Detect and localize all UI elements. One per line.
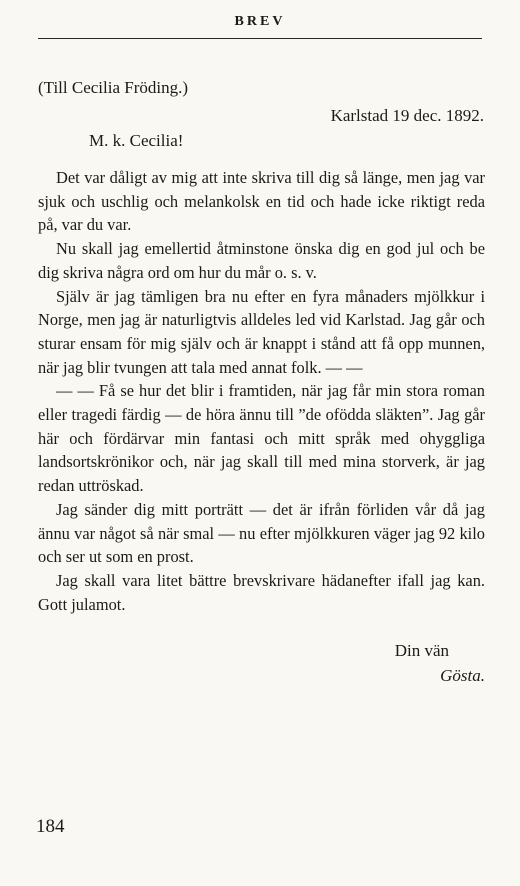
page-number: 184 [36,816,65,837]
addressee-line: (Till Cecilia Fröding.) [38,78,189,97]
letter-body [38,166,485,616]
paragraph: Jag sänder dig mitt porträtt — det är ifrån förliden vår då jag ännu var något så när smal — nu efter mjölkkuren väger jag 92 kilo och ser ut som en prost. [38,499,485,567]
paragraph: Det var dåligt av mig att inte skriva till dig så länge, men jag var sjuk och uschlig och melankolsk en tid och hade icke riktigt reda på, var du var. [38,168,485,235]
header-rule [38,38,482,39]
paragraph: Jag skall vara litet bättre brevskrivare hädanefter ifall jag kan. Gott julamot. [38,570,485,614]
paragraph: Själv är jag tämligen bra nu efter en fyra månaders mjölkkur i Norge, men jag är naturligtvis alldeles led vid Karlstad. Jag går och sturar ensam för mig själv och är knappt i stånd att få opp munnen, när jag blir tvungen att tala med annat folk. — — [38,286,485,377]
paragraph: Nu skall jag emellertid åtminstone önska dig en god jul och be dig skriva några ord om hur du mår o. s. v. [38,239,485,282]
running-header: BREV [234,14,286,29]
place-date-line: Karlstad 19 dec. 1892. [330,106,484,125]
salutation: M. k. Cecilia! [89,131,184,150]
signature: Gösta. [440,666,485,685]
closing-phrase: Din vän [394,641,449,660]
paragraph: — — Få se hur det blir i framtiden, när jag får min stora roman eller tragedi färdig — de höra ännu till ”de ofödda släkten”. Jag går här och fördärvar min fantasi och mitt språk med ohyggliga landsortskrönikor och, när jag skall till med mina storverk, är jag redan uttröskad. [38,381,485,496]
